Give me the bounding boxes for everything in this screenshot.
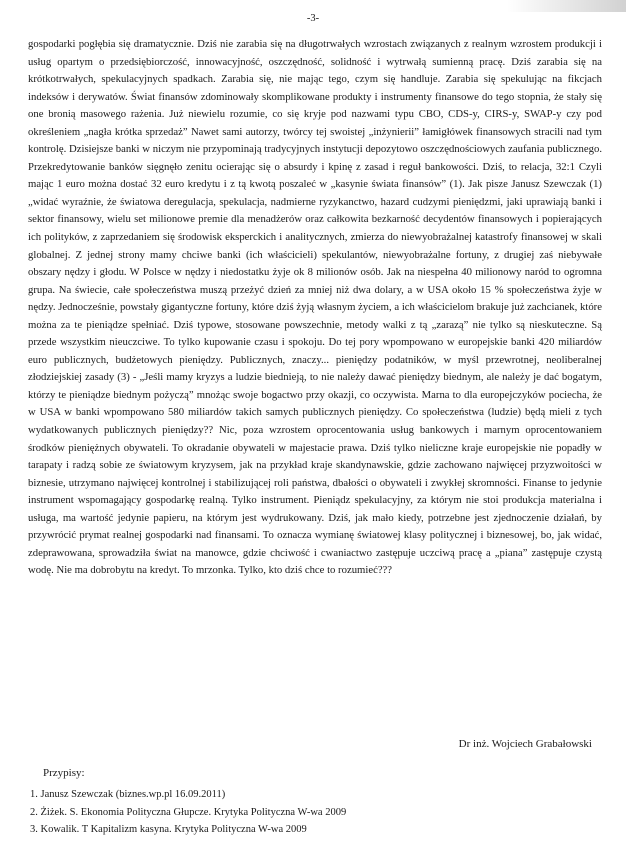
- page-number: -3-: [306, 13, 320, 24]
- footnotes-heading: Przypisy:: [43, 767, 85, 779]
- footnote-item: 2. Żiżek. S. Ekonomia Polityczna Głupcze. Krytyka Polityczna W-wa 2009: [30, 806, 347, 818]
- footnotes-list: [30, 786, 346, 839]
- scan-edge-shadow: [506, 0, 626, 12]
- footnote-item: 3. Kowalik. T Kapitalizm kasyna. Krytyka Polityczna W-wa 2009: [30, 824, 307, 835]
- footnote-item: 1. Janusz Szewczak (biznes.wp.pl 16.09.2011): [30, 789, 226, 800]
- author-signature: Dr inż. Wojciech Grabałowski: [458, 738, 592, 750]
- body-paragraph: gospodarki pogłębia się dramatycznie. Dziś nie zarabia się na długotrwałych wzrostach związanych z realnym wzrostem produkcji i usług opartym o przedsiębiorczość, innowacyjność, oszczędność, solidność i wytrwałą sumienną pracę. Dziś zarabia się na krótkotrwałych, spekulacyjnych spadkach. Zarabia się, nie mając tego, czym się handluje. Zarabia się spekulując na fikcjach indeksów i derywatów. Świat finansów zdominowały skomplikowane produkty i instrumenty finansowe do tego stopnia, że stały się one bronią masowego rażenia. Już niewielu rozumie, co się kryje pod nazwami typu CBO, CDS-y, CIRS-y, SWAP-y czy pod określeniem „nagła krótka sprzedaż” Nawet sami autorzy, twórcy tej swoistej „inżynierii” łamigłówek finansowych stracili nad tym kontrolę. Dzisiejsze banki w niczym nie przypominają tradycyjnych instytucji depozytowo oszczędnościowych zaufania publicznego. Przekredytowanie banków sięgnęło zenitu ocierając się o absurdy i kpinę z zasad i reguł bankowości. Dziś, to relacja, 32:1 Czyli mając 1 euro można dostać 32 euro kredytu i z tą kwotą poszaleć w „kasynie świata finansów” (1). Jak pisze Janusz Szewczak (1) „widać wyraźnie, że światowa deregulacja, spekulacja, nadmierne ryzykanctwo, hazard cudzymi pieniędzmi, jaki uprawiają banki i sektor finansowy, wielu set milionowe premie dla menadżerów oraz całkowita bezkarność decydentów finansowych i popierających ich polityków, z zaprzedaniem się środowisk eksperckich i analitycznych, zmierza do niewyobrażalnej katastrofy finansowej w skali globalnej. Z jednej strony mamy chciwe banki (ich właścicieli) spekulantów, niewyobrażalne fortuny, z drugiej zaś niebywałe obszary nędzy i głodu. W Polsce w nędzy i niedostatku żyje ok 8 milionów osób. Jak na niespełna 40 milionowy naród to ogromna grupa. Na świecie, całe społeczeństwa muszą przeżyć dzień za mniej niż dwa dolary, a w USA około 15 % społeczeństwa żyje w nędzy. Jednocześnie, powstały gigantyczne fortuny, które dziś żyją własnym życiem, a ich właścicielom brakuje już zachcianek, które można za te pieniądze spełniać. Dziś typowe, stosowane powszechnie, metody walki z tą „zarazą” nie tylko są nieskuteczne. Są przede wszystkim nieuczciwe. To tylko kupowanie czasu i spokoju. Do tej pory wpompowano w europejskie banki 420 miliardów euro publicznych, budżetowych pieniędzy. Publicznych, znaczy... pieniędzy podatników, w myśl przewrotnej, neoliberalnej złodziejskiej zasady (3) - „Jeśli mamy kryzys a ludzie biednieją, to nie należy dawać pieniędzy biednym, ale należy je dać bogatym, którzy te pieniądze biednym pożyczą” mnożąc swoje bogactwo przy okazji, co oczywista. Marna to dla europejczyków pociecha, że w USA w banki wpompowano 580 miliardów takich samych publicznych pieniędzy. Co społeczeństwa (ludzie) będą mieli z tych wydatkowanych publicznych pieniędzy?? Nic, poza wzrostem oprocentowania usług bankowych i marnym oprocentowaniem środków pieniężnych obywateli. To okradanie obywateli w majestacie prawa. Dziś tylko nieliczne kraje europejskie nie popadły w tarapaty i radzą sobie ze światowym kryzysem, jak na przykład kraje skandynawskie, gdzie zachowano najwięcej przyzwoitości w biznesie, utrzymano najwięcej kontrolnej i stabilizującej roli państwa, dbałości o obywateli i zwykłej skromności. Finanse to jedynie instrument wspomagający gospodarkę realną. Tylko instrument. Pieniądz spekulacyjny, za którym nie stoi produkcja materialna i usługa, ma wartość jedynie papieru, na którym jest wydrukowany. Dziś, jak mało kiedy, potrzebne jest zjednoczenie działań, by przywrócić prymat realnej gospodarki nad finansami. To oznacza wymianę światowej klasy politycznej i biznesowej, bo, jak widać, zdeprawowana, sprowadziła świat na manowce, gdzie chciwość i cwaniactwo zastępuje uczciwą pracę a „piana” zastępuje czystą wodę. Nie ma dobrobytu na kredyt. To mrzonka. Tylko, kto dziś chce to rozumieć???: [28, 38, 602, 577]
